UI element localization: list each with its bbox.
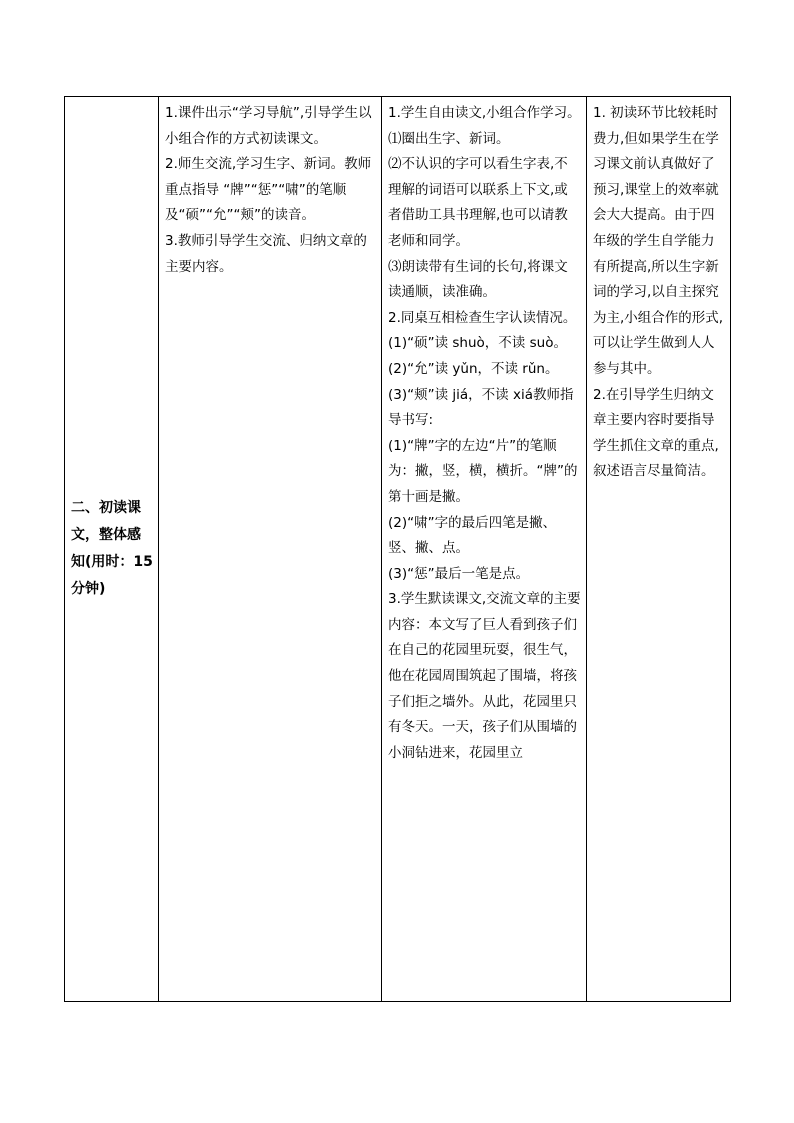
student-step-3: 3.学生默读课文,交流文章的主要内容：本文写了巨人看到孩子们在自己的花园里玩耍，很生气，他在花园周围筑起了围墙，将孩子们拒之墙外。从此，花园里只有冬天。一天，孩子们从围墙的小洞钻进来，花园里立 xyxy=(388,591,581,761)
design-note-2: 2.在引导学生归纳文章主要内容时要指导学生抓住文章的重点,叙述语言尽量简洁。 xyxy=(593,386,719,480)
teacher-step-3: 3.教师引导学生交流、归纳文章的主要内容。 xyxy=(165,232,367,275)
stage-cell xyxy=(65,97,159,1002)
student-step-2: 2.同桌互相检查生字认读情况。 xyxy=(388,309,577,326)
student-step-1: 1.学生自由读文,小组合作学习。 xyxy=(388,105,581,121)
student-step-2-stroke-1: (1)“牌”字的左边“片”的笔顺为：撇，竖，横，横折。“牌”的第十画是撇。 xyxy=(388,437,578,505)
teacher-activity-cell xyxy=(159,97,382,1002)
table-row xyxy=(65,97,731,1002)
design-note-1: 1. 初读环节比较耗时费力,但如果学生在学习课文前认真做好了预习,课堂上的效率就会大大提高。由于四年级的学生自学能力有所提高,所以生字新词的学习,以自主探究为主,小组合作的形式,可以让学生做到人人参与其中。 xyxy=(593,105,724,377)
student-step-1c: ⑶朗读带有生词的长句,将课文读通顺，读准确。 xyxy=(388,258,568,301)
student-step-2-stroke-3: (3)“惩”最后一笔是点。 xyxy=(388,565,530,582)
student-activity-cell xyxy=(382,97,587,1002)
teacher-step-2: 2.师生交流,学习生字、新词。教师重点指导 “牌”“惩”“啸”的笔顺及“硕”“允”“颊”的读音。 xyxy=(165,156,372,224)
teacher-step-1: 1.课件出示“学习导航”,引导学生以小组合作的方式初读课文。 xyxy=(165,105,372,147)
student-step-1a: ⑴圈出生字、新词。 xyxy=(388,130,510,147)
student-step-2-stroke-2: (2)“啸”字的最后四笔是撇、竖、撇、点。 xyxy=(388,514,557,557)
stage-title: 二、初读课文，整体感知(用时：15分钟) xyxy=(71,500,153,597)
student-step-2-pronunciation: (1)“硕”读 shuò，不读 suò。(2)“允”读 yǔn，不读 rǔn。(3)“颊”读 jiá，不读 xiá教师指导书写: xyxy=(388,335,574,429)
lesson-plan-table xyxy=(64,96,731,1002)
student-step-1b: ⑵不认识的字可以看生字表,不理解的词语可以联系上下文,或者借助工具书理解,也可以请教老师和同学。 xyxy=(388,156,568,249)
design-intent-cell xyxy=(587,97,731,1002)
